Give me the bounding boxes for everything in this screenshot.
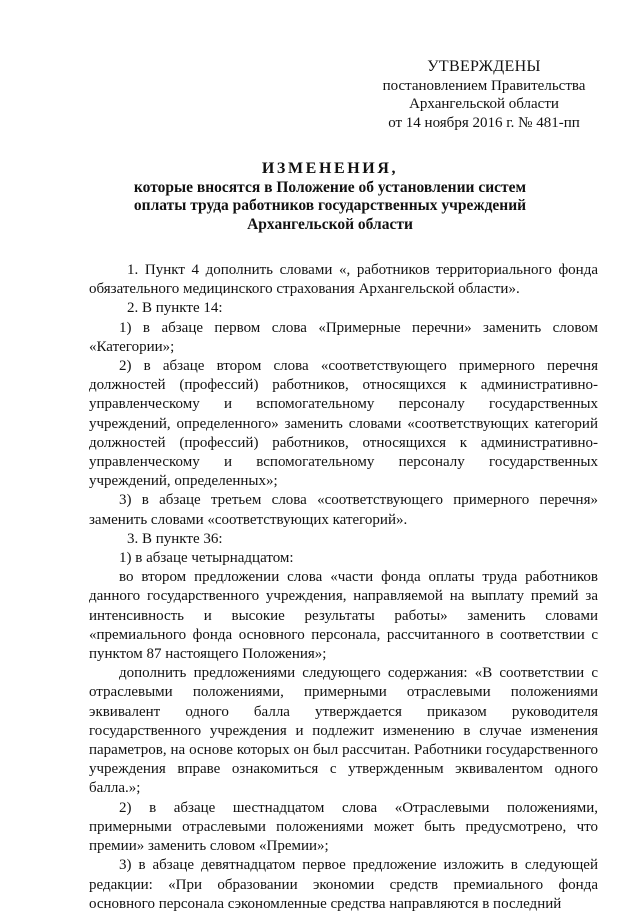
paragraph-supplement: дополнить предложениями следующего содержания: «В соответствии с отраслевыми положениями, примерными отраслевыми положениями эквивалент одного балла утверждается приказом руководителя государственного учреждения и подлежит изменению в случае изменения параметров, на основе которых он был рассчитан. Работники государственного учреждения вправе ознакомиться с утвержденным эквивалентом одного балла.»; [89,665,598,797]
title-line-1: которые вносятся в Положение об установлении систем [133,178,527,196]
paragraph-item-1: 1. Пункт 4 дополнить словами «, работников территориального фонда обязательного медицинского страхования Архангельской области». [89,262,598,298]
paragraph-item-3: 3. В пункте 36: [127,530,223,547]
paragraph-second-sentence: во втором предложении слова «части фонда оплаты труда работников данного государственного учреждения, направляемой на выплату премий за интенсивность и высокие результаты работы» заменить словами «премиального фонда основного персонала, рассчитанного в соответствии с пунктом 87 настоящего Положения»; [89,569,598,663]
approval-line-1: постановлением Правительства [382,77,586,94]
approval-heading: УТВЕРЖДЕНЫ [427,58,541,75]
paragraph-item-3-1: 1) в абзаце четырнадцатом: [119,550,294,567]
approval-stamp [370,58,598,132]
paragraph-item-3-3: 3) в абзаце девятнадцатом первое предложение изложить в следующей редакции: «При образовании экономии средств премиального фонда основного персонала сэкономленные средства направляются в последний [89,857,598,912]
approval-line-3: от 14 ноября 2016 г. № 481-пп [388,114,580,131]
paragraph-item-2-3: 3) в абзаце третьем слова «соответствующего примерного перечня» заменить словами «соответствующих категорий». [89,492,598,528]
paragraph-item-2-2: 2) в абзаце втором слова «соответствующего примерного перечня должностей (профессий) работников, относящихся к административно-управленческому и вспомогательному персоналу государственных учреждений, определенного» заменить словами «соответствующих категорий должностей (профессий) работников, относящихся к административно-управленческому и вспомогательному персоналу государственных учреждений, определенных»; [89,358,598,490]
paragraph-item-3-2: 2) в абзаце шестнадцатом слова «Отраслевыми положениями, примерными отраслевыми положениями может быть предусмотрено, что премии» заменить словом «Премии»; [89,799,598,855]
title-line-3: Архангельской области [247,215,413,233]
paragraph-item-2-1: 1) в абзаце первом слова «Примерные перечни» заменить словом «Категории»; [89,319,598,355]
document-title [88,160,572,234]
title-main: ИЗМЕНЕНИЯ, [261,160,399,177]
approval-line-2: Архангельской области [409,96,559,112]
paragraph-item-2: 2. В пункте 14: [127,300,223,317]
title-line-2: оплаты труда работников государственных учреждений [133,197,527,214]
document-body [89,261,598,914]
